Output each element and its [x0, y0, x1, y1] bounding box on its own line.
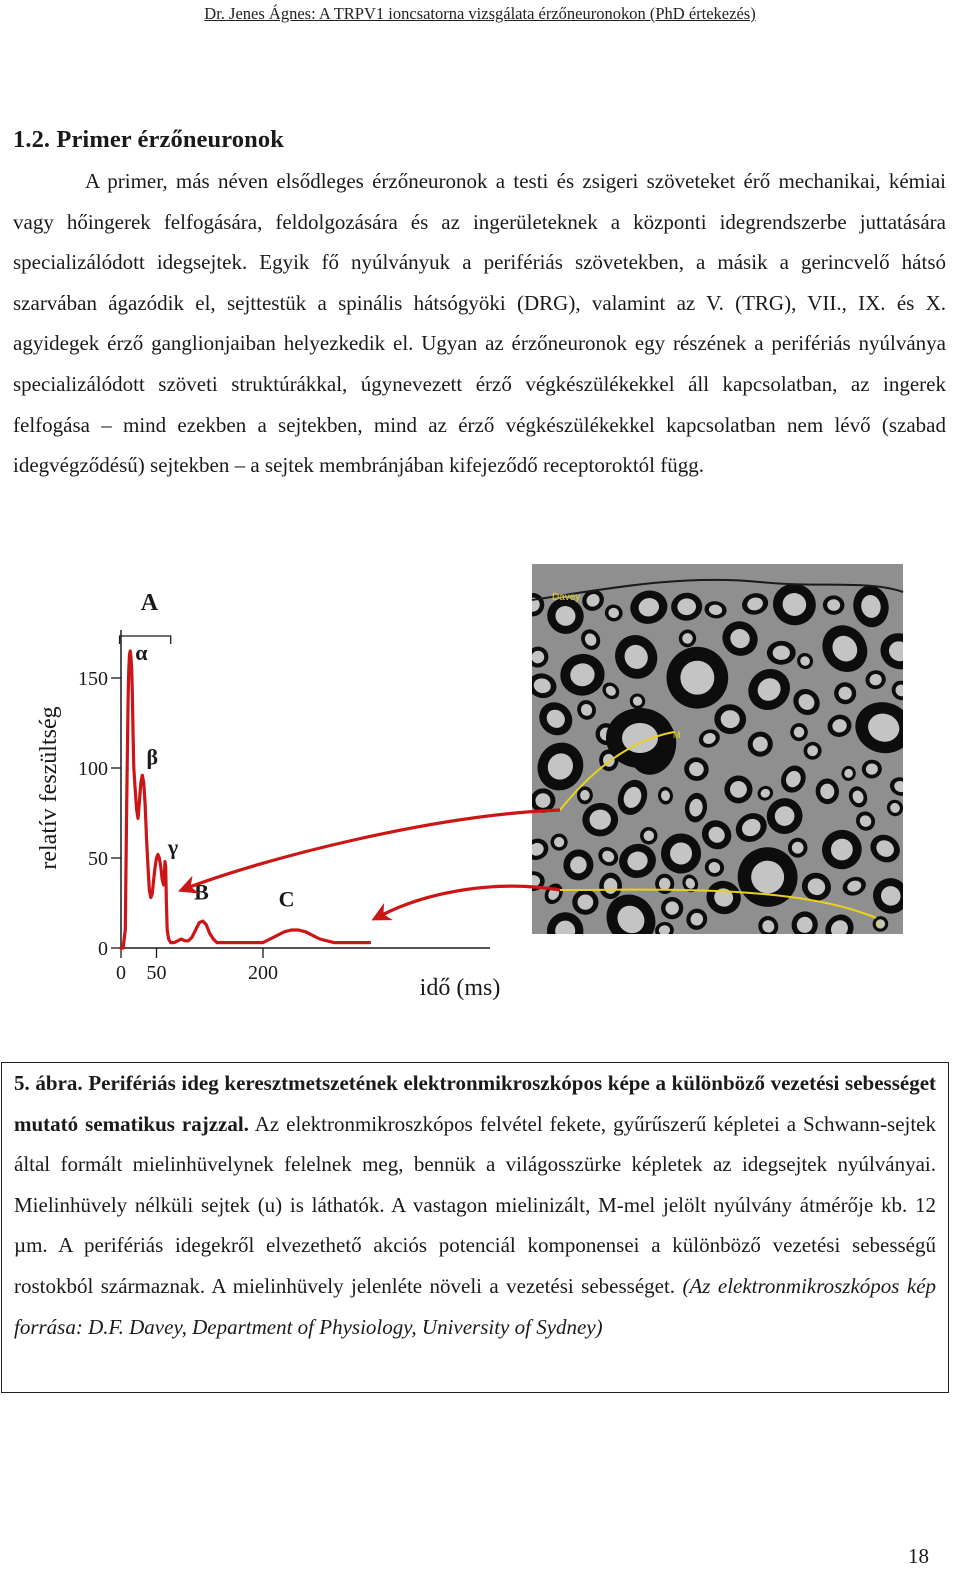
y-tick-label: 50 [88, 848, 108, 870]
marker-M-label: M [673, 730, 681, 740]
annotation-label: B [194, 879, 209, 905]
figure-caption [1, 1062, 949, 1393]
x-tick-label: 50 [146, 962, 167, 984]
chart-ticks [78, 668, 278, 984]
running-header [0, 4, 960, 24]
figure-5 [0, 560, 960, 1030]
axon [794, 727, 805, 738]
annotation-label: γ [167, 834, 179, 860]
chart-y-axis-label: relatív feszültség [36, 706, 62, 870]
micrograph-background [532, 564, 903, 934]
section-heading: 1.2. Primer érzőneuronok [13, 126, 284, 153]
page-number: 18 [908, 1544, 929, 1568]
arrow-micrograph-to-beta [187, 810, 560, 888]
action-potential-chart [36, 590, 560, 1001]
caption-body: Az elektronmikroszkópos felvétel fekete, gyűrűszerű képletei a Schwann-sejtek által formált mielinhüvelynek felelnek meg, bennük a világosszürke képletek az idegsejtek nyúlványai. Mielinhüvely nélküli sejtek (u) is láthatók. A vastagon mielinizált, M-mel jelölt nyúlvány átmérője kb. 12 µm. A perifériás idegekről elvezethető akciós potenciál komponensei a különböző vezetési sebességű rostokból származnak. A mielinhüvely jelenléte növeli a vezetési sebességet. [14, 1111, 937, 1298]
annotation-label: β [146, 744, 159, 770]
micrograph-credit: Davey [552, 592, 581, 603]
chart-x-axis-label: idő (ms) [419, 975, 501, 1001]
section-paragraph [13, 161, 946, 486]
x-tick-label: 0 [116, 962, 126, 984]
annotation-label: α [135, 640, 148, 665]
marker-u-label: u [876, 918, 882, 928]
caption-source: (Az elektronmikroszkópos kép forrása: D.F. Davey, Department of Physiology, University of Sydney) [14, 1273, 937, 1339]
x-tick-label: 200 [248, 962, 278, 984]
chart-annotations [120, 590, 295, 912]
running-title: Dr. Jenes Ágnes: A TRPV1 ioncsatorna vizsgálata érzőneuronokon (PhD értekezés) [204, 4, 756, 23]
compound-action-potential-trace [121, 651, 370, 948]
y-tick-label: 0 [98, 938, 108, 960]
caption-title: Perifériás ideg keresztmetszetének elektronmikroszkópos képe a különböző vezetési sebességet mutató sematikus rajzzal. [14, 1071, 937, 1136]
chart-axes [121, 630, 490, 948]
figure-svg [0, 560, 960, 1030]
y-tick-label: 100 [78, 758, 108, 780]
paragraph-text: A primer, más néven elsődleges érzőneuronok a testi és zsigeri szöveteket érő mechanikai, kémiai vagy hőingerek felfogására, feldolgozására és az ingerületeknek a központi idegrendszerbe juttatására specializálódott idegsejtek. Egyik fő nyúlványuk a perifériás szövetekben, a másik a gerincvelő hátsó szarvában ágazódik el, sejttestük a spinális hátsógyöki (DRG), valamint az V. (TRG), VII., IX. és X. agyidegek érző ganglionjaiban helyezkedik el. Ugyan az érzőneuronok egy részének a perifériás nyúlványa specializálódott szöveti struktúrákkal, úgynevezett érző végkészülékekkel áll kapcsolatban, az ingerek felfogása – mind ezekben a sejtekben, mind az érző végkészülékekkel kapcsolatban nem lévő (szabad idegvégződésű) sejtekben – a sejtek membránjában kifejeződő receptoroktól függ. [13, 169, 946, 478]
electron-micrograph [521, 564, 925, 954]
caption-label: 5. ábra. [14, 1071, 83, 1095]
caption-paragraph [14, 1063, 936, 1347]
annotation-label: A [140, 590, 159, 616]
annotation-label: C [278, 886, 295, 912]
y-tick-label: 150 [78, 668, 108, 690]
